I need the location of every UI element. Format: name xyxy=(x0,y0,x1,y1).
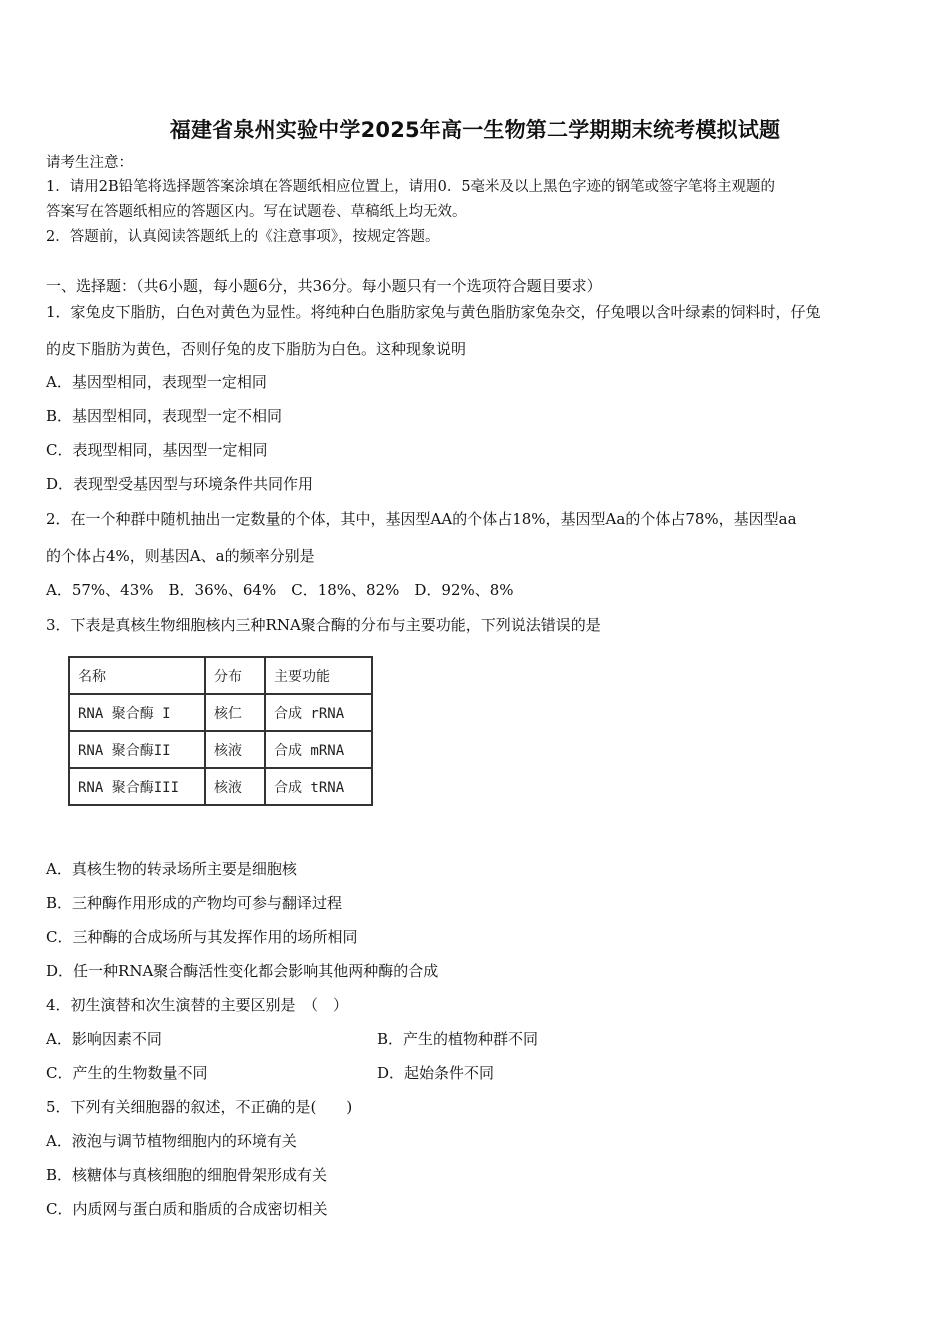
question-4-option-a: A．影响因素不同 xyxy=(46,1030,162,1048)
question-1-option-c: C．表现型相同，基因型一定相同 xyxy=(46,441,268,459)
question-5-option-c: C．内质网与蛋白质和脂质的合成密切相关 xyxy=(46,1200,328,1218)
question-3-stem: 3．下表是真核生物细胞核内三种RNA聚合酶的分布与主要功能，下列说法错误的是 xyxy=(46,616,601,634)
question-3-option-b: B．三种酶作用形成的产物均可参与翻译过程 xyxy=(46,894,343,912)
question-1-option-d: D．表现型受基因型与环境条件共同作用 xyxy=(46,475,314,493)
question-5-stem: 5．下列有关细胞器的叙述，不正确的是( ) xyxy=(46,1098,353,1116)
table-row xyxy=(69,731,372,768)
question-1-stem-line-2: 的皮下脂肪为黄色，否则仔兔的皮下脂肪为白色。这种现象说明 xyxy=(46,340,467,358)
table-cell: 合成 rRNA xyxy=(265,694,372,731)
table-cell: 合成 tRNA xyxy=(265,768,372,805)
question-3-option-d: D．任一种RNA聚合酶活性变化都会影响其他两种酶的合成 xyxy=(46,962,439,980)
rna-polymerase-table xyxy=(68,656,373,806)
table-cell: RNA 聚合酶 I xyxy=(69,694,205,731)
table-cell: RNA 聚合酶II xyxy=(69,731,205,768)
question-1-option-a: A．基因型相同，表现型一定相同 xyxy=(46,373,267,391)
question-3-option-a: A．真核生物的转录场所主要是细胞核 xyxy=(46,860,297,878)
question-2-stem-line-2: 的个体占4%，则基因A、a的频率分别是 xyxy=(46,547,315,565)
question-4-option-d: D．起始条件不同 xyxy=(377,1064,495,1082)
table-row xyxy=(69,694,372,731)
question-1-stem-line-1: 1．家兔皮下脂肪，白色对黄色为显性。将纯种白色脂肪家兔与黄色脂肪家兔杂交，仔兔喂以含叶绿素的饲料时，仔兔 xyxy=(46,303,821,321)
table-row xyxy=(69,768,372,805)
question-1-option-b: B．基因型相同，表现型一定不相同 xyxy=(46,407,283,425)
question-5-option-a: A．液泡与调节植物细胞内的环境有关 xyxy=(46,1132,297,1150)
table-cell: 核液 xyxy=(205,731,265,768)
table-header-row xyxy=(69,657,372,694)
table-cell: 合成 mRNA xyxy=(265,731,372,768)
notice-item-2: 2．答题前，认真阅读答题纸上的《注意事项》，按规定答题。 xyxy=(46,229,440,245)
table-cell: RNA 聚合酶III xyxy=(69,768,205,805)
question-4-stem: 4．初生演替和次生演替的主要区别是 （ ） xyxy=(46,996,349,1014)
question-3-option-c: C．三种酶的合成场所与其发挥作用的场所相同 xyxy=(46,928,358,946)
question-4-option-b: B．产生的植物种群不同 xyxy=(377,1030,539,1048)
table-cell: 核液 xyxy=(205,768,265,805)
table-header-cell: 分布 xyxy=(205,657,265,694)
question-2-stem-line-1: 2．在一个种群中随机抽出一定数量的个体，其中，基因型AA的个体占18%，基因型Aa的个体占78%，基因型aa xyxy=(46,510,797,528)
notice-item-1-line-2: 答案写在答题纸相应的答题区内。写在试题卷、草稿纸上均无效。 xyxy=(46,204,467,220)
question-2-options: A．57%、43% B．36%、64% C．18%、82% D．92%、8% xyxy=(46,581,514,599)
question-5-option-b: B．核糖体与真核细胞的细胞骨架形成有关 xyxy=(46,1166,328,1184)
question-4-option-c: C．产生的生物数量不同 xyxy=(46,1064,208,1082)
table-header-cell: 主要功能 xyxy=(265,657,372,694)
notice-item-1-line-1: 1．请用2B铅笔将选择题答案涂填在答题纸相应位置上，请用0．5毫米及以上黑色字迹的钢笔或签字笔将主观题的 xyxy=(46,179,776,195)
table-header-cell: 名称 xyxy=(69,657,205,694)
page-title: 福建省泉州实验中学2025年高一生物第二学期期末统考模拟试题 xyxy=(169,118,781,142)
notice-heading: 请考生注意： xyxy=(46,155,133,171)
table-cell: 核仁 xyxy=(205,694,265,731)
section-heading: 一、选择题：（共6小题，每小题6分，共36分。每小题只有一个选项符合题目要求） xyxy=(46,277,602,295)
